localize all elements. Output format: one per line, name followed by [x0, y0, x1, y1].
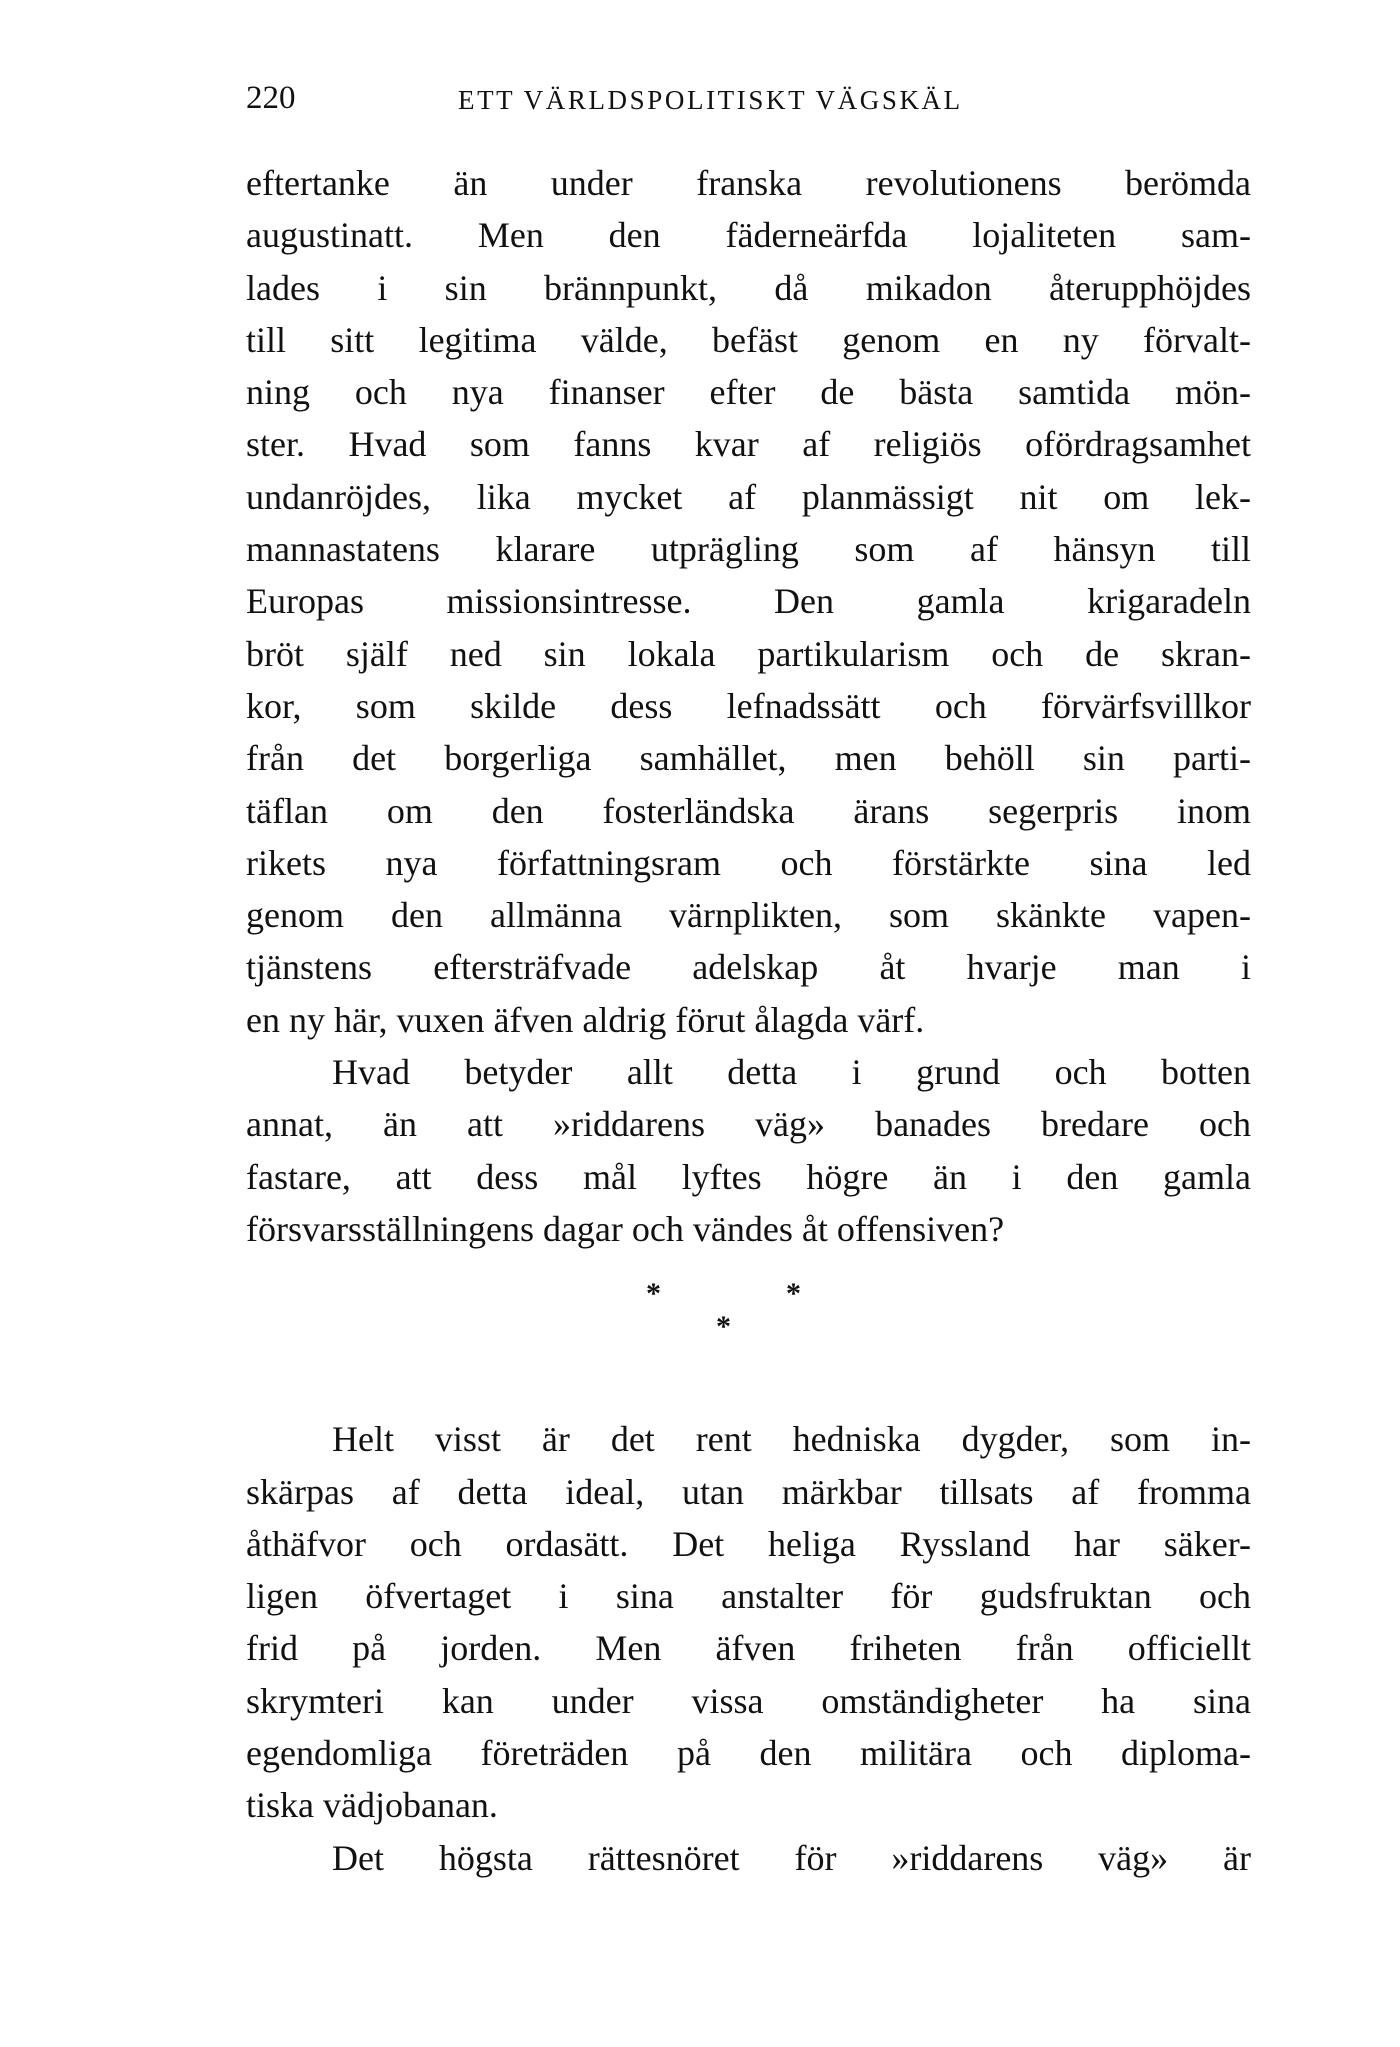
text-line: till sitt legitima välde, befäst genom en ny förvalt-: [246, 319, 1251, 360]
text-line: tiska vädjobanan.: [246, 1785, 498, 1826]
text-line: Europas missionsintresse. Den gamla krigaradeln: [246, 581, 1251, 622]
text-line: skrymteri kan under vissa omständigheter ha sina: [246, 1680, 1251, 1721]
text-line: egendomliga företräden på den militära och diploma-: [246, 1733, 1251, 1774]
text-line: ligen öfvertaget i sina anstalter för gudsfruktan och: [246, 1576, 1251, 1617]
asterisk: *: [786, 1277, 801, 1311]
text-line: fastare, att dess mål lyftes högre än i den gamla: [246, 1156, 1251, 1197]
text-line: annat, än att »riddarens väg» banades bredare och: [246, 1104, 1251, 1145]
text-line: Det högsta rättesnöret för »riddarens väg» är: [332, 1837, 1251, 1878]
text-line: eftertanke än under franska revolutionens berömda: [246, 163, 1251, 203]
text-line: från det borgerliga samhället, men behöll sin parti-: [246, 738, 1251, 779]
text-line: augustinatt. Men den fäderneärfda lojaliteten sam-: [246, 215, 1251, 256]
text-line: en ny här, vuxen äfven aldrig förut ålagda värf.: [246, 999, 925, 1040]
text-line: tjänstens eftersträfvade adelskap åt hvarje man i: [246, 947, 1251, 988]
text-line: Hvad betyder allt detta i grund och botten: [332, 1052, 1251, 1093]
asterisk: *: [716, 1310, 731, 1344]
text-line: försvarsställningens dagar och vändes åt offensiven?: [246, 1208, 1005, 1249]
text-line: kor, som skilde dess lefnadssätt och förvärfsvillkor: [246, 685, 1251, 726]
running-title: ETT VÄRLDSPOLITISKT VÄGSKÄL: [458, 85, 963, 115]
section-gap: [246, 1383, 1251, 1413]
text-line: täflan om den fosterländska ärans segerpris inom: [246, 790, 1251, 831]
text-line: skärpas af detta ideal, utan märkbar tillsats af fromma: [246, 1471, 1251, 1512]
asterisk: *: [646, 1277, 661, 1311]
text-line: Helt visst är det rent hedniska dygder, som in-: [332, 1419, 1251, 1460]
text-line: bröt själf ned sin lokala partikularism och de skran-: [246, 633, 1251, 674]
paragraph-1: [246, 157, 1251, 1046]
text-line: ster. Hvad som fanns kvar af religiös ofördragsamhet: [246, 424, 1251, 465]
text-line: frid på jorden. Men äfven friheten från officiellt: [246, 1628, 1251, 1669]
text-line: genom den allmänna värnplikten, som skänkte vapen-: [246, 895, 1251, 936]
page-header: [246, 78, 1251, 128]
text-line: undanröjdes, lika mycket af planmässigt nit om lek-: [246, 476, 1251, 517]
paragraph-3: [246, 1413, 1251, 1831]
text-line: åthäfvor och ordasätt. Det heliga Ryssland har säker-: [246, 1523, 1251, 1564]
paragraph-2: [246, 1046, 1251, 1255]
text-line: lades i sin brännpunkt, då mikadon återupphöjdes: [246, 267, 1251, 308]
page-number: 220: [246, 80, 296, 116]
section-break-asterism: [246, 1255, 1251, 1383]
body-text: [246, 157, 1251, 1884]
text-line: ning och nya finanser efter de bästa samtida mön-: [246, 372, 1251, 413]
text-line: mannastatens klarare utprägling som af hänsyn till: [246, 529, 1251, 570]
text-line: rikets nya författningsram och förstärkte sina led: [246, 842, 1251, 883]
paragraph-4: [246, 1832, 1251, 1884]
